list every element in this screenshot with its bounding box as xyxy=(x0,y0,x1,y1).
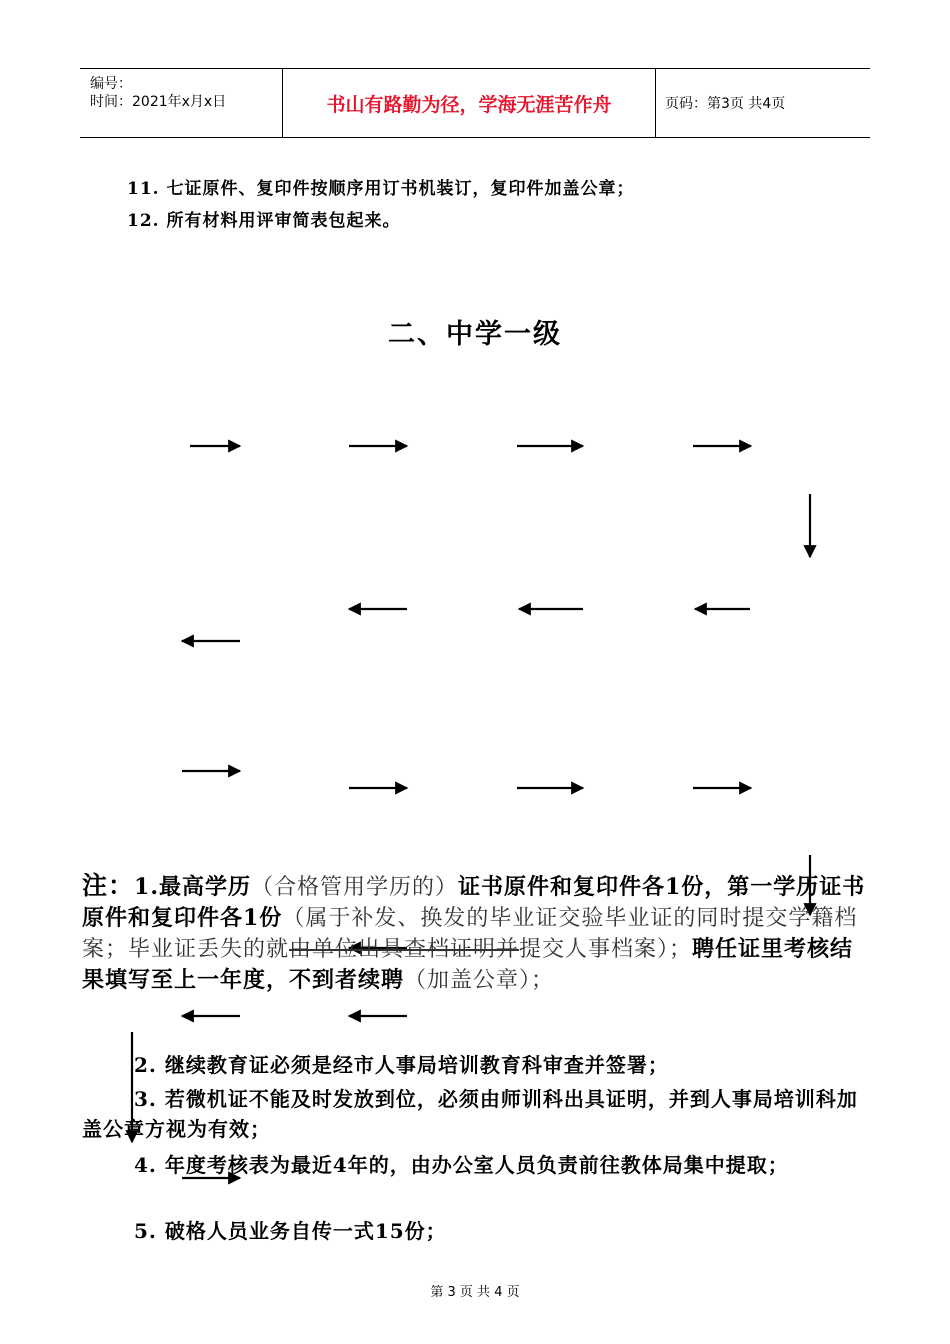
note-1a: 1.最高学历 xyxy=(134,874,251,900)
motto: 书山有路勤为径，学海无涯苦作舟 xyxy=(282,69,656,137)
note-paragraph-1 xyxy=(82,870,872,996)
step-12: 12. 所有材料用评审简表包起来。 xyxy=(127,211,401,231)
note-item-5: 5. 破格人员业务自传一式15份； xyxy=(134,1219,447,1243)
note-1e: 由单位出具查档证明并 xyxy=(289,937,520,962)
time-label: 时间：2021年x月x日 xyxy=(90,94,227,110)
step-11: 11. 七证原件、复印件按顺序用订书机装订，复印件加盖公章； xyxy=(127,179,635,199)
note-1h: （加盖公章）； xyxy=(404,968,555,993)
page-footer: 第 3 页 共 4 页 xyxy=(430,1285,520,1300)
note-item-2: 2. 继续教育证必须是经市人事局培训教育科审查并签署； xyxy=(134,1053,669,1077)
number-label: 编号： xyxy=(90,76,132,92)
section-title: 二、中学一级 xyxy=(388,319,562,350)
note-item-4: 4. 年度考核表为最近4年的，由办公室人员负责前往教体局集中提取； xyxy=(134,1153,789,1177)
note-1b: （合格管用学历的） xyxy=(250,875,458,900)
note-1c: 证书原件和复印件各1份，第一学历证书原件和复印件各1份 xyxy=(82,874,866,931)
note-item-3: 3. 若微机证不能及时发放到位，必须由师训科出具证明，并到人事局培训科加盖公章方视为有效； xyxy=(82,1087,858,1141)
note-lead: 注： xyxy=(82,871,135,900)
page-info: 页码：第3页 共4页 xyxy=(665,96,786,112)
note-1f: 提交人事档案）； xyxy=(519,937,693,962)
note-1d: （属于补发、换发的毕业证交验毕业证的同时提交学籍档案；毕业证丢失的就 xyxy=(82,906,858,962)
note-1g: 聘任证里考核结果填写至上一年度，不到者续聘 xyxy=(82,936,854,993)
